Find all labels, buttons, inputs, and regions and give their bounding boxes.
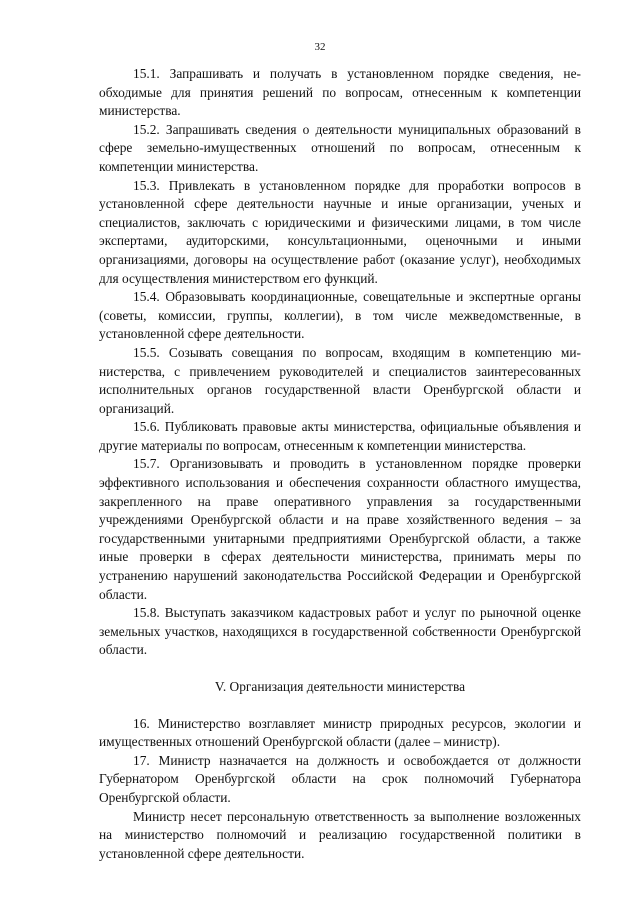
paragraph-15-7: 15.7. Организовывать и проводить в установленном порядке проверки эффективного использования и обеспечения сохранности областного имущества, закрепленного на праве оперативного управления за государственными учреждениями Оренбургской области и на праве хозяйственного ведения – за государственными унитарными предприятиями Оренбургской области, а также иные проверки в сферах деятельности министерства, принимать меры по устранению нарушений законодательства Российской Федерации и Оренбургской области. [99, 456, 581, 602]
page-number: 32 [314, 41, 326, 53]
section-heading: V. Организация деятельности министерства [214, 679, 466, 694]
paragraph-15-6: 15.6. Публиковать правовые акты министерства, официальные объявления и другие материалы по вопросам, отнесенным к компетенции министерства. [99, 419, 581, 453]
paragraph-minister-responsibility: Министр несет персональную ответственность за выполнение возложенных на министерство полномочий и реализацию государственной политики в установленной сфере деятельности. [99, 808, 581, 861]
paragraph-15-1: 15.1. Запрашивать и получать в установленном порядке сведения, необходимые для принятия решений по вопросам, отнесенным к компетенции министерства. [99, 66, 581, 119]
paragraph-15-8: 15.8. Выступать заказчиком кадастровых работ и услуг по рыночной оценке земельных участков, находящихся в государственной собственности Оренбургской области. [99, 605, 581, 658]
page-content [99, 65, 581, 863]
paragraph-17: 17. Министр назначается на должность и освобождается от должности Губернатором Оренбургской области на срок полномочий Губернатора Оренбургской области. [99, 752, 581, 805]
paragraph-15-3: 15.3. Привлекать в установленном порядке для проработки вопросов в установленной сфере деятельности научные и иные организации, ученых и специалистов, заключать с юридическими и физическими лицами, в том числе экспертами, аудиторскими, консультационными, оценочными и иными организациями, договоры на осуществление работ (оказание услуг), необходимых для осуществления министерством его функций. [99, 177, 581, 286]
paragraph-15-2: 15.2. Запрашивать сведения о деятельности муниципальных образований в сфере земельно-имущественных отношений по вопросам, отнесенным к компетенции министерства. [99, 121, 581, 174]
paragraph-15-5: 15.5. Созывать совещания по вопросам, входящим в компетенцию министерства, с привлечением руководителей и специалистов заинтересованных исполнительных органов государственной власти Оренбургской области и организаций. [99, 344, 581, 416]
paragraph-15-4: 15.4. Образовывать координационные, совещательные и экспертные органы (советы, комиссии, группы, коллегии), в том числе межведомственные, в установленной сфере деятельности. [99, 289, 581, 342]
paragraph-16: 16. Министерство возглавляет министр природных ресурсов, экологии и имущественных отношений Оренбургской области (далее – министр). [99, 715, 581, 750]
